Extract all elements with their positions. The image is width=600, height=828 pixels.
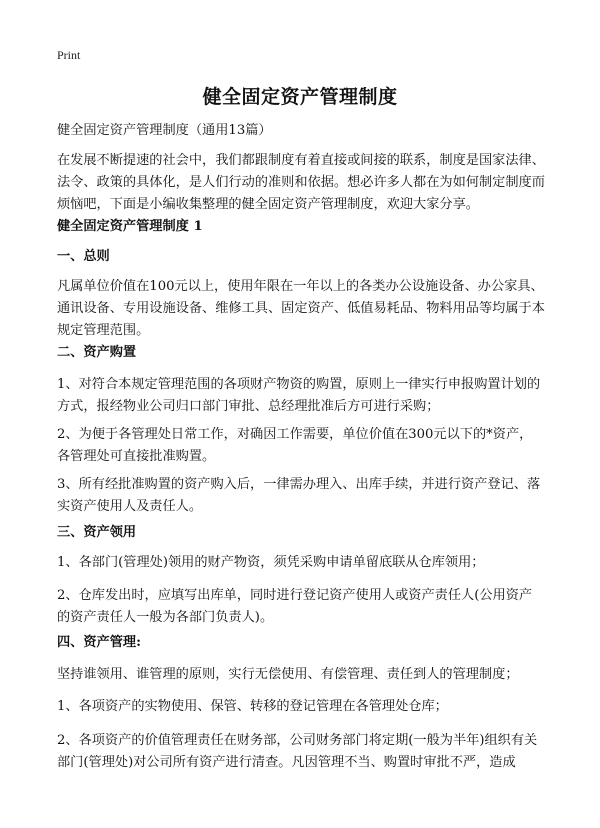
paragraph-purchase-2 bbox=[57, 424, 545, 468]
paragraph-requisition-2 bbox=[57, 585, 545, 629]
p3-2-text: 2、仓库发出时，应填写出库单，同时进行登记资产使用人或资产责任人(公用资产的资产责任人一般为各部门负责人)。 bbox=[57, 588, 533, 625]
paragraph-management-0 bbox=[57, 664, 545, 686]
section1-title: 健全固定资产管理制度 1 bbox=[57, 219, 203, 234]
heading-purchase bbox=[57, 342, 545, 364]
intro-text: 在发展不断提速的社会中，我们都跟制度有着直接或间接的联系，制度是国家法律、法令、政策的具体化，是人们行动的准则和依据。想必许多人都在为如何制定制度而烦恼吧，下面是小编收集整理的健全固定资产管理制度，欢迎大家分享。 bbox=[57, 153, 545, 212]
p4-1-text: 1、各项资产的实物使用、保管、转移的登记管理在各管理处仓库； bbox=[57, 699, 448, 714]
section-title bbox=[57, 216, 545, 238]
paragraph-management-2 bbox=[57, 730, 545, 774]
p4-0-text: 坚持谁领用、谁管理的原则，实行无偿使用、有偿管理、责任到人的管理制度； bbox=[57, 667, 519, 682]
p3-1-text: 1、各部门(管理处)领用的财产物资，须凭采购申请单留底联从仓库领用； bbox=[57, 555, 485, 570]
p4-2-text: 2、各项资产的价值管理责任在财务部，公司财务部门将定期(一般为半年)组织有关部门(管理处)对公司所有资产进行清查。凡因管理不当、购置时审批不严，造成 bbox=[57, 733, 538, 770]
paragraph-requisition-1 bbox=[57, 552, 545, 574]
paragraph-general bbox=[57, 276, 545, 342]
paragraph-purchase-3 bbox=[57, 474, 545, 518]
heading-requisition bbox=[57, 522, 545, 544]
heading-management bbox=[57, 632, 545, 654]
p2-2-text: 2、为便于各管理处日常工作，对确因工作需要，单位价值在300元以下的*资产，各管理处可直接批准购置。 bbox=[57, 427, 533, 464]
h3-text: 三、资产领用 bbox=[57, 525, 137, 540]
heading-general bbox=[57, 246, 545, 268]
document-title: 健全固定资产管理制度 bbox=[202, 86, 398, 108]
subtitle-text: 健全固定资产管理制度（通用13篇） bbox=[57, 123, 272, 138]
paragraph-management-1 bbox=[57, 696, 545, 718]
p1-text: 凡属单位价值在100元以上，使用年限在一年以上的各类办公设施设备、办公家具、通讯设备、专用设施设备、维修工具、固定资产、低值易耗品、物料用品等均属于本规定管理范围。 bbox=[57, 279, 545, 338]
print-label: Print bbox=[57, 48, 81, 62]
document-subtitle bbox=[57, 120, 545, 142]
p2-3-text: 3、所有经批准购置的资产购入后，一律需办理入、出库手续，并进行资产登记、落实资产使用人及责任人。 bbox=[57, 477, 541, 514]
paragraph-purchase-1 bbox=[57, 374, 545, 418]
h2-text: 二、资产购置 bbox=[57, 345, 137, 360]
intro-paragraph bbox=[57, 150, 545, 216]
h1-text: 一、总则 bbox=[57, 249, 110, 264]
h4-text: 四、资产管理: bbox=[57, 635, 141, 650]
p2-1-text: 1、对符合本规定管理范围的各项财产物资的购置，原则上一律实行申报购置计划的方式，报经物业公司归口部门审批、总经理批准后方可进行采购； bbox=[57, 377, 541, 414]
